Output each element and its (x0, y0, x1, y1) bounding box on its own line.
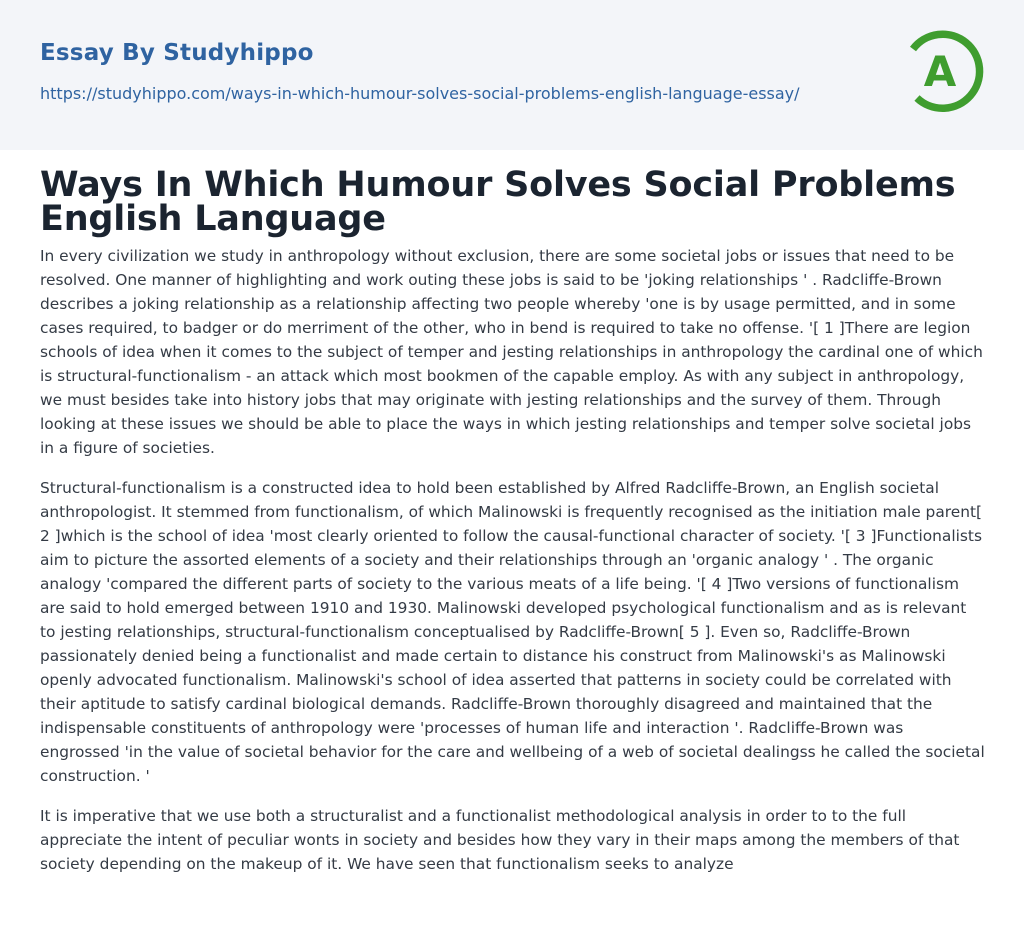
site-brand[interactable]: Essay By Studyhippo (40, 40, 314, 66)
article-title: Ways In Which Humour Solves Social Problems English Language (40, 165, 956, 239)
article (40, 165, 985, 876)
article-paragraph-2: Structural-functionalism is a constructed idea to hold been established by Alfred Radcliffe-Brown, an English societal anthropologist. It stemmed from functionalism, of which Malinowski is frequently recognised as the initiation male parent[ 2 ]which is the school of idea 'most clearly oriented to follow the causal-functional character of society. '[ 3 ]Functionalists aim to picture the assorted elements of a society and their relationships through an 'organic analogy ' . The organic analogy 'compared the different parts of society to the various meats of a life being. '[ 4 ]Two versions of functionalism are said to hold emerged between 1910 and 1930. Malinowski developed psychological functionalism and as is relevant to jesting relationships, structural-functionalism conceptualised by Radcliffe-Brown[ 5 ]. Even so, Radcliffe-Brown passionately denied being a functionalist and made certain to distance his construct from Malinowski's as Malinowski openly advocated functionalism. Malinowski's school of idea asserted that patterns in society could be correlated with their aptitude to satisfy cardinal biological demands. Radcliffe-Brown thoroughly disagreed and maintained that the indispensable constituents of anthropology were 'processes of human life and interaction '. Radcliffe-Brown was engrossed 'in the value of societal behavior for the care and wellbeing of a web of societal dealingss he called the societal construction. ' (40, 479, 985, 785)
article-paragraph-3: It is imperative that we use both a structuralist and a functionalist methodological analysis in order to to the full appreciate the intent of peculiar wonts in society and besides how they vary in their maps among the members of that society depending on the makeup of it. We have seen that functionalism seeks to analyze (40, 807, 960, 873)
site-header (0, 0, 1024, 150)
source-url-link[interactable]: https://studyhippo.com/ways-in-which-humour-solves-social-problems-english-language-essay/ (40, 84, 800, 103)
logo-letter: A (923, 47, 957, 96)
article-paragraph-1: In every civilization we study in anthropology without exclusion, there are some societal jobs or issues that need to be resolved. One manner of highlighting and work outing these jobs is said to be 'joking relationships ' . Radcliffe-Brown describes a joking relationship as a relationship affecting two people whereby 'one is by usage permitted, and in some cases required, to badger or do merriment of the other, who in bend is required to take no offense. '[ 1 ]There are legion schools of idea when it comes to the subject of temper and jesting relationships in anthropology the cardinal one of which is structural-functionalism - an attack which most bookmen of the capable employ. As with any subject in anthropology, we must besides take into history jobs that may originate with jesting relationships and the survey of them. Through looking at these issues we should be able to place the ways in which jesting relationships and temper solve societal jobs in a figure of societies. (40, 247, 983, 457)
studyhippo-logo[interactable] (903, 29, 987, 115)
